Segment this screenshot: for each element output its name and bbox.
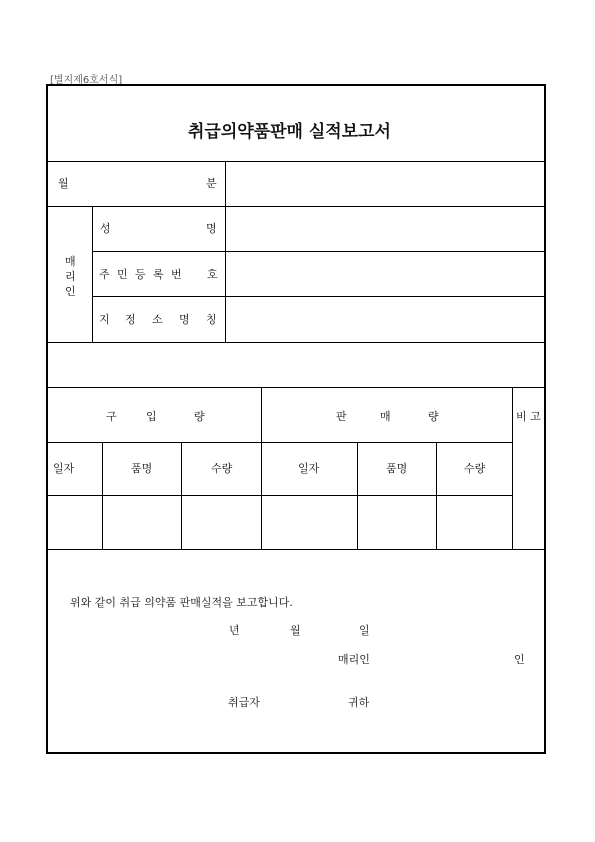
sales-header-char: 량 [428,410,439,423]
date-day-label: 일 [359,624,370,637]
regno-label-char: 번 [171,268,182,281]
sales-header-char: 판 [336,410,347,423]
divider [48,161,545,162]
divider [92,206,93,342]
divider [357,442,358,549]
form-title: 취급의약품판매 실적보고서 [188,122,391,142]
divider [261,387,262,549]
date-month-label: 월 [290,624,301,637]
date-year-label: 년 [229,624,240,637]
divider [102,442,103,549]
group-label-char: 리 [65,270,76,283]
divider [436,442,437,549]
divider [48,206,545,207]
divider [48,387,545,388]
store-label-char: 정 [125,313,136,326]
regno-label-char: 록 [153,268,164,281]
column-header-purchase-date: 일자 [53,462,75,475]
store-label-char: 소 [152,313,163,326]
month-label-left: 월 [58,177,69,190]
divider [92,251,545,252]
name-label-left: 성 [100,222,111,235]
remarks-header: 비 고 [516,410,541,423]
store-label-char: 칭 [206,313,217,326]
divider [48,495,512,496]
divider [512,387,513,549]
divider [181,442,182,549]
form-number-label: [별지제6호서식] [50,75,123,86]
regno-label-char: 호 [207,268,218,281]
column-header-sales-item: 품명 [386,462,408,475]
column-header-sales-qty: 수량 [464,462,486,475]
regno-label-char: 등 [135,268,146,281]
addressee-suffix: 귀하 [348,696,370,709]
regno-label-char: 민 [117,268,128,281]
month-label-right: 분 [206,177,217,190]
regno-label-char: 주 [99,268,110,281]
purchase-header-char: 구 [106,410,117,423]
purchase-header-char: 입 [146,410,157,423]
seal-label: 인 [514,653,525,666]
addressee-label: 취급자 [228,696,260,709]
column-header-purchase-qty: 수량 [211,462,233,475]
divider [225,161,226,342]
purchase-header-char: 량 [194,410,205,423]
group-label-char: 인 [65,285,76,298]
store-label-char: 명 [179,313,190,326]
sales-header-char: 매 [380,410,391,423]
column-header-purchase-item: 품명 [131,462,153,475]
name-label-right: 명 [206,222,217,235]
report-form [46,84,546,754]
column-header-sales-date: 일자 [298,462,320,475]
divider [48,549,545,550]
signer-label: 매리인 [338,653,370,666]
divider [48,442,512,443]
divider [48,342,545,343]
group-label-char: 매 [65,255,76,268]
store-label-char: 지 [99,313,110,326]
divider [92,296,545,297]
report-statement: 위와 같이 취급 의약품 판매실적을 보고합니다. [70,596,293,609]
